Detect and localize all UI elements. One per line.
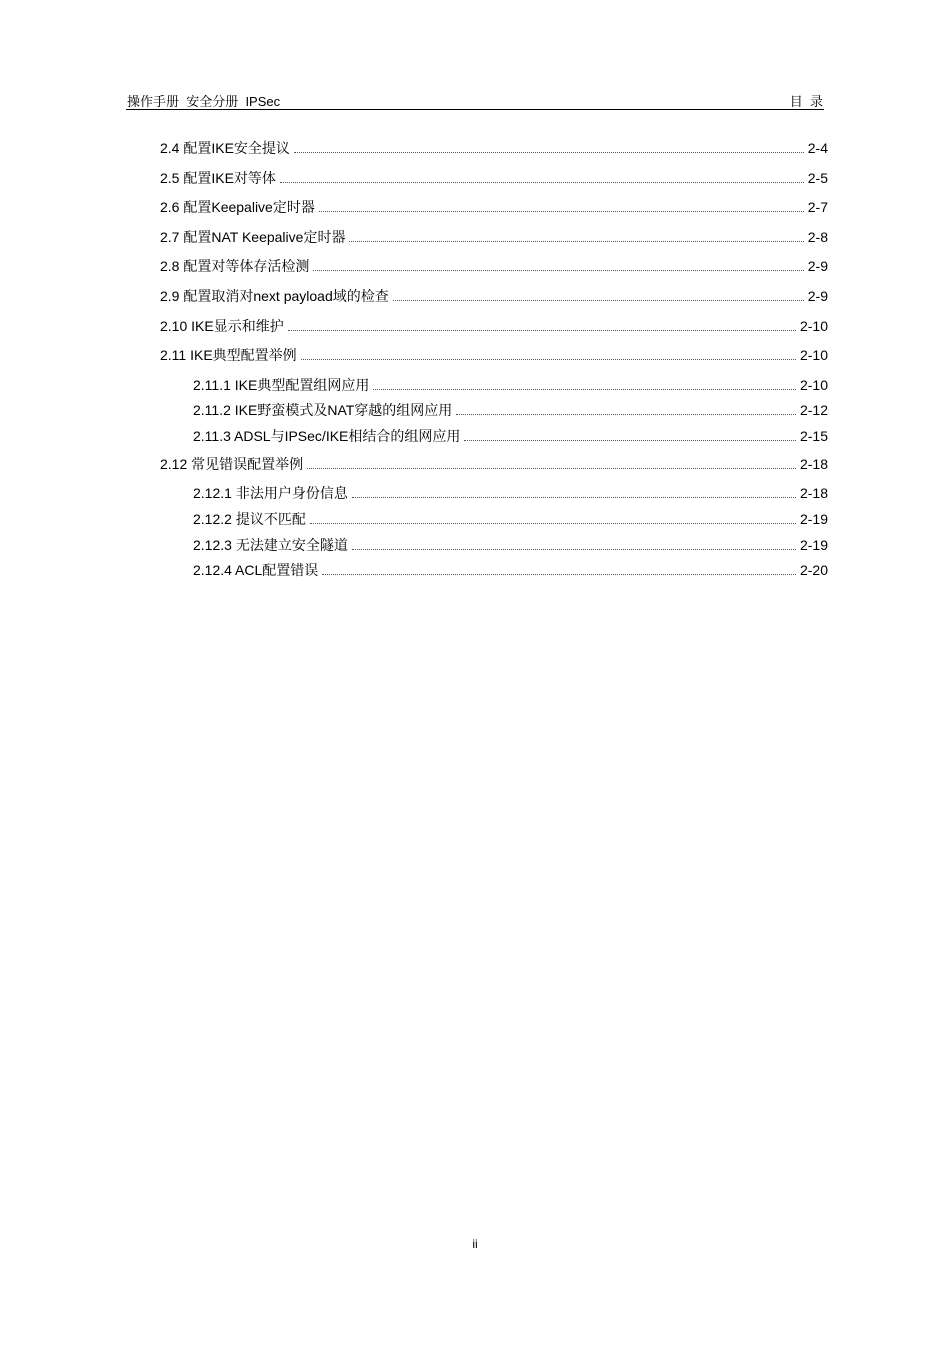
toc-entry-title: 2.8 配置对等体存活检测 [160, 258, 310, 275]
toc-entry-title: 2.11.2 IKE野蛮模式及NAT穿越的组网应用 [193, 402, 453, 419]
toc-entry-title: 2.4 配置IKE安全提议 [160, 140, 290, 156]
toc-entry[interactable] [160, 197, 828, 227]
toc-entry-title: 2.12.4 ACL配置错误 [193, 562, 319, 579]
toc-dot-leader [349, 227, 803, 242]
toc-entry[interactable] [160, 227, 828, 257]
page-header [126, 90, 824, 110]
toc-entry[interactable] [160, 535, 828, 561]
toc-entry-page: 2-12 [799, 402, 828, 419]
toc-dot-leader [373, 375, 796, 390]
toc-entry[interactable] [160, 286, 828, 316]
toc-dot-leader [393, 286, 804, 301]
toc-entry-title: 2.11.3 ADSL与IPSec/IKE相结合的组网应用 [193, 428, 461, 445]
toc-entry-page: 2-15 [799, 428, 828, 445]
toc-entry[interactable] [160, 400, 828, 426]
toc-entry[interactable] [160, 426, 828, 452]
toc-entry-page: 2-9 [807, 287, 828, 304]
toc-dot-leader [322, 560, 796, 575]
toc-entry[interactable] [160, 256, 828, 286]
toc-entry[interactable] [160, 316, 828, 346]
toc-entry-title: 2.12.1 非法用户身份信息 [193, 485, 348, 502]
toc-entry-page: 2-19 [799, 511, 828, 528]
toc-dot-leader [294, 138, 804, 153]
toc-entry-page: 2-10 [799, 376, 828, 393]
toc-dot-leader [288, 316, 796, 331]
toc-entry-page: 2-10 [799, 347, 828, 364]
toc-entry-page: 2-19 [799, 536, 828, 553]
table-of-contents [160, 138, 828, 586]
toc-entry-title: 2.9 配置取消对next payload域的检查 [160, 287, 389, 304]
toc-dot-leader [352, 535, 796, 550]
toc-entry[interactable] [160, 454, 828, 484]
toc-entry-title: 2.7 配置NAT Keepalive定时器 [160, 228, 346, 245]
toc-entry[interactable] [160, 345, 828, 375]
toc-entry-page: 2-9 [807, 258, 828, 275]
toc-dot-leader [319, 197, 804, 212]
toc-entry-page: 2-18 [799, 455, 828, 472]
toc-entry-page: 2-10 [799, 317, 828, 334]
toc-entry-page: 2-4 [807, 140, 828, 156]
header-section-title: 目 录 [789, 94, 823, 109]
toc-entry-title: 2.12.3 无法建立安全隧道 [193, 536, 348, 553]
toc-entry[interactable] [160, 509, 828, 535]
toc-entry[interactable] [160, 168, 828, 198]
toc-entry[interactable] [160, 138, 828, 168]
toc-entry-title: 2.11 IKE典型配置举例 [160, 347, 297, 364]
toc-dot-leader [301, 345, 796, 360]
toc-entry[interactable] [160, 375, 828, 401]
toc-dot-leader [280, 168, 804, 183]
toc-dot-leader [307, 454, 796, 469]
toc-entry-title: 2.12.2 提议不匹配 [193, 511, 306, 528]
toc-entry-title: 2.5 配置IKE对等体 [160, 169, 276, 186]
toc-entry-title: 2.11.1 IKE典型配置组网应用 [193, 376, 370, 393]
toc-entry-page: 2-5 [807, 169, 828, 186]
toc-entry[interactable] [160, 483, 828, 509]
page-number: ii [472, 1237, 478, 1251]
toc-entry-title: 2.10 IKE显示和维护 [160, 317, 284, 334]
toc-entry-title: 2.6 配置Keepalive定时器 [160, 199, 315, 216]
toc-dot-leader [352, 483, 796, 498]
toc-entry-page: 2-18 [799, 485, 828, 502]
toc-entry-page: 2-20 [799, 562, 828, 579]
toc-dot-leader [310, 509, 796, 524]
toc-dot-leader [313, 256, 803, 271]
header-doc-title: 操作手册 安全分册 IPSec [127, 94, 281, 109]
toc-entry-page: 2-7 [807, 199, 828, 216]
toc-dot-leader [456, 400, 796, 415]
toc-entry[interactable] [160, 560, 828, 586]
toc-entry-page: 2-8 [807, 228, 828, 245]
toc-entry-title: 2.12 常见错误配置举例 [160, 455, 304, 472]
toc-dot-leader [464, 426, 796, 441]
